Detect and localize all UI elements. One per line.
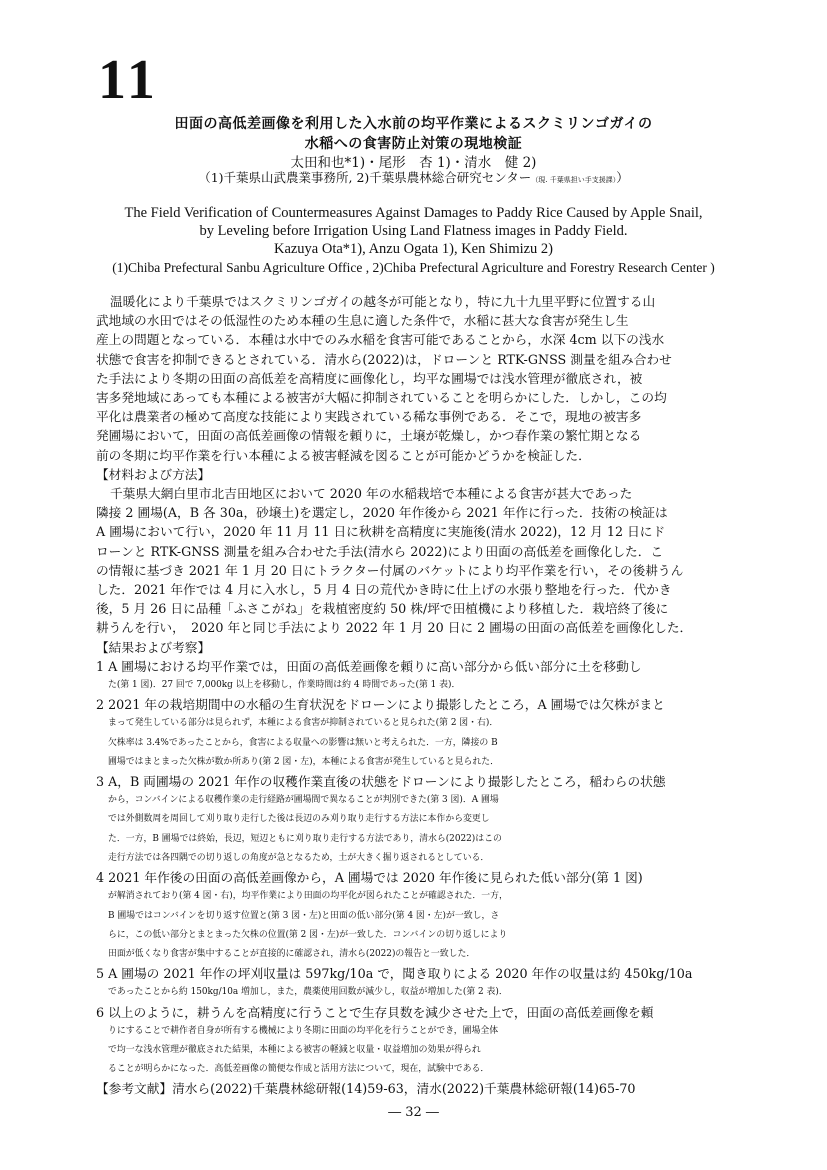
results-line: で均一な浅水管理が徹底された結果，本種による被害の軽減と収量・収益増加の効果が得られ xyxy=(108,1044,481,1055)
results-line: が解消されており(第 4 図・右)，均平作業により田面の均平化が図られたことが確認された．一方， xyxy=(108,891,508,902)
methods-line: した．2021 年作では 4 月に入水し，5 月 4 日の荒代かき時に仕上げの水張り整地を行った．代かき xyxy=(96,582,672,598)
results-line: では外側数周を周回して刈り取り走行した後は長辺のみ刈り取り走行する方法に本作から変更し xyxy=(108,814,490,825)
authors-en: Kazuya Ota*1), Anzu Ogata 1), Ken Shimizu 2) xyxy=(273,241,554,257)
title-en-line-1: The Field Verification of Countermeasures Against Damages to Paddy Rice Caused by Apple Snail, xyxy=(124,205,703,221)
results-line: 1 A 圃場における均平作業では，田面の高低差画像を頼りに高い部分から低い部分に土を移動し xyxy=(96,658,642,674)
intro-line: た手法により冬期の田面の高低差を高精度に画像化し，均平な圃場では浅水管理が徹底され，被 xyxy=(96,370,643,386)
intro-line: 状態で食害を抑制できるとされている．清水ら(2022)は，ドローンと RTK-GNSS 測量を組み合わせ xyxy=(96,351,672,367)
results-line: 2 2021 年の栽培期間中の水稲の生育状況をドローンにより撮影したところ，A 圃場では欠株がまと xyxy=(96,697,665,713)
methods-line: A 圃場において行い，2020 年 11 月 11 日に秋耕を高精度に実施後(清水 2022)，12 月 12 日にド xyxy=(96,524,666,540)
methods-line: ローンと RTK-GNSS 測量を組み合わせた手法(清水ら 2022)により田面の高低差を画像化した．こ xyxy=(96,543,664,559)
affiliation-ja-close: ） xyxy=(616,170,629,185)
results-line: 圃場ではまとまった欠株が数か所あり(第 2 図・左)，本種による食害が発生していると見られた． xyxy=(108,756,499,767)
methods-line: 耕うんを行い， 2020 年と同じ手法により 2022 年 1 月 20 日に 2 圃場の田面の高低差を画像化した． xyxy=(96,620,693,636)
results-line: 6 以上のように，耕うんを高精度に行うことで生存貝数を減少させた上で，田面の高低差画像を頼 xyxy=(96,1004,654,1020)
methods-line: 後，5 月 26 日に品種「ふさこがね」を栽植密度約 50 株/坪で田植機により移植した．栽培終了後に xyxy=(96,601,669,617)
results-line: らに，この低い部分とまとまった欠株の位置(第 2 図・左)が一致した．コンバインの切り返しにより xyxy=(108,929,508,940)
results-heading: 【結果および考察】 xyxy=(96,639,211,655)
title-ja-line-2: 水稲への食害防止対策の現地検証 xyxy=(304,136,523,152)
references: 【参考文献】清水ら(2022)千葉農林総研報(14)59-63，清水(2022)千葉農林総研報(14)65-70 xyxy=(96,1081,636,1097)
authors-ja: 太田和也*1)・尾形 杏 1)・清水 健 2) xyxy=(290,155,537,171)
results-line: 田面が低くなり食害が集中することが直接的に確認され，清水ら(2022)の報告と一致した． xyxy=(108,948,476,959)
title-ja-line-1: 田面の高低差画像を利用した入水前の均平作業によるスクミリンゴガイの xyxy=(174,116,653,132)
affiliation-ja-note: （現. 千葉県担い手支援課） xyxy=(531,176,617,184)
results-line: B 圃場ではコンバインを切り返す位置と(第 3 図・左)と田面の低い部分(第 4 図・左)が一致し，さ xyxy=(108,910,500,921)
results-line: た(第 1 図)．27 回で 7,000kg 以上を移動し，作業時間は約 4 時間であった(第 1 表)． xyxy=(108,680,461,691)
intro-line: 前の冬期に均平作業を行い本種による被害軽減を図ることが可能かどうかを検証した． xyxy=(96,447,591,463)
results-line: まって発生している部分は見られず，本種による食害が抑制されていると見られた(第 2 図・右)． xyxy=(108,718,499,729)
body-text xyxy=(96,292,736,1099)
affiliation-en: (1)Chiba Prefectural Sanbu Agriculture Office , 2)Chiba Prefectural Agriculture and Forestry Research Center ) xyxy=(112,260,715,275)
intro-line: 平化は農業者の極めて高度な技能により実践されている稀な事例である．そこで，現地の被害多 xyxy=(96,409,642,425)
methods-line: 千葉県大網白里市北吉田地区において 2020 年の水稲栽培で本種による食害が甚大であった xyxy=(109,486,633,502)
results-line: 5 A 圃場の 2021 年作の坪刈収量は 597kg/10a で，聞き取りによる 2020 年作の収量は約 450kg/10a xyxy=(96,966,693,982)
intro-line: 産上の問題となっている．本種は水中でのみ水稲を食害可能であることから，水深 4cm 以下の浅水 xyxy=(96,332,665,348)
title-en-line-2: by Leveling before Irrigation Using Land Flatness images in Paddy Field. xyxy=(199,223,628,239)
methods-line: 隣接 2 圃場(A，B 各 30a，砂壌土)を選定し，2020 年作後から 2021 年作に行った．技術の検証は xyxy=(96,505,668,521)
affiliation-ja-main: （1)千葉県山武農業事務所, 2)千葉県農林総合研究センター xyxy=(198,170,532,185)
intro-line: 害多発地域にあっても本種による被害が大幅に抑制されていることを明らかにした．しかし，この均 xyxy=(96,390,667,406)
results-line: 走行方法では各四隅での切り返しの角度が急となるため，土が大きく掘り返されるとしている． xyxy=(108,852,490,863)
results-line: た．一方，B 圃場では終始，長辺，短辺ともに刈り取り走行する方法であり，清水ら(2022)はこの xyxy=(108,833,502,844)
results-line: であったことから約 150kg/10a 増加し，また，農薬使用回数が減少し，収益が増加した(第 2 表)． xyxy=(108,987,508,998)
results-line: から，コンバインによる収穫作業の走行経路が圃場間で異なることが判別できた(第 3 図)．A 圃場 xyxy=(108,795,499,806)
results-line: 3 A，B 両圃場の 2021 年作の収穫作業直後の状態をドローンにより撮影したところ，稲わらの状態 xyxy=(96,774,666,790)
results-line: りにすることで耕作者自身が所有する機械により冬期に田面の均平化を行うことができ，圃場全体 xyxy=(108,1025,499,1036)
methods-heading: 【材料および方法】 xyxy=(96,466,211,482)
methods-line: の情報に基づき 2021 年 1 月 20 日にトラクター付属のバケットにより均平作業を行い，その後耕うん xyxy=(96,562,684,578)
intro-line: 発圃場において，田面の高低差画像の情報を頼りに，土壌が乾燥し，かつ春作業の繁忙期となる xyxy=(96,428,642,444)
results-line: 4 2021 年作後の田面の高低差画像から，A 圃場では 2020 年作後に見られた低い部分(第 1 図) xyxy=(96,870,643,886)
chapter-number: 11 xyxy=(98,49,159,111)
page-number: ― 32 ― xyxy=(388,1105,439,1120)
results-line: 欠株率は 3.4%であったことから，食害による収量への影響は無いと考えられた．一方，隣接の B xyxy=(108,737,498,748)
affiliation-ja xyxy=(0,168,827,186)
results-line: ることが明らかになった．高低差画像の簡便な作成と活用方法について，現在，試験中である． xyxy=(108,1064,490,1075)
intro-line: 武地域の水田ではその低湿性のため本種の生息に適した条件で，水稲に甚大な食害が発生し生 xyxy=(96,313,629,329)
intro-line: 温暖化により千葉県ではスクミリンゴガイの越冬が可能となり，特に九十九里平野に位置する山 xyxy=(109,294,656,309)
